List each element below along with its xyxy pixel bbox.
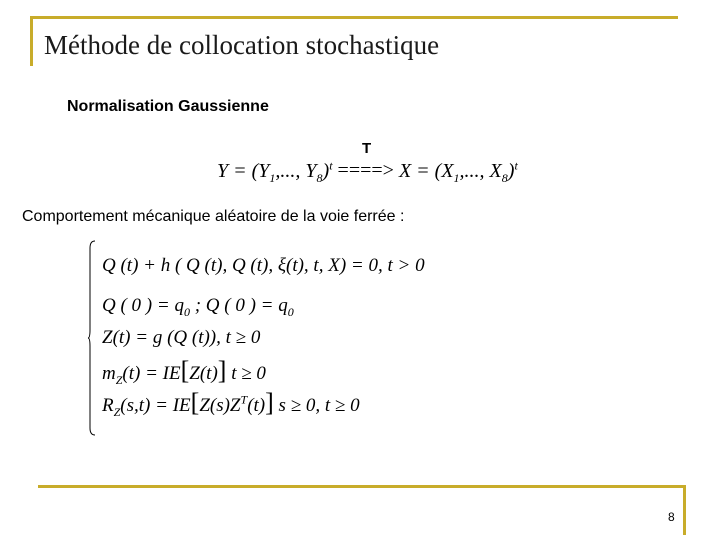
bottom-frame-line [38,485,686,488]
top-frame-line [30,16,678,19]
equation-mean: $m_Z(t) = IE[Z(t)] t \ge 0$ [102,356,266,387]
mechanical-behaviour-label: Comportement mécanique aléatoire de la voie ferrée : [22,208,405,225]
section-subtitle: Normalisation Gaussienne [67,98,269,115]
equation-observation: Z(t) = g (Q (t)), t ≥ 0 [102,327,261,348]
right-frame-line [683,485,686,535]
equation-initial-conditions: Q ( 0 ) = $q_0$ ; Q ( 0 ) = $q_0$ [102,295,294,319]
slide-title: Méthode de collocation stochastique [44,30,440,60]
transpose-marker: T [362,140,372,157]
normalisation-equation: $Y = (Y_1$,..., $Y_8)^t$ ====> $X = (X_1$,..., $X_8)^t$ [217,158,518,185]
system-brace [88,240,96,436]
page-number: 8 [668,510,675,524]
equation-dynamics: Q (t) + h ( Q (t), Q (t), ξ(t), t, X) = 0, t > 0 [102,255,425,276]
equation-correlation: $R_Z(s,t) = IE[Z(s)Z^T(t)] s \ge 0$, t ≥ 0 [102,388,360,419]
left-frame-line [30,16,33,66]
